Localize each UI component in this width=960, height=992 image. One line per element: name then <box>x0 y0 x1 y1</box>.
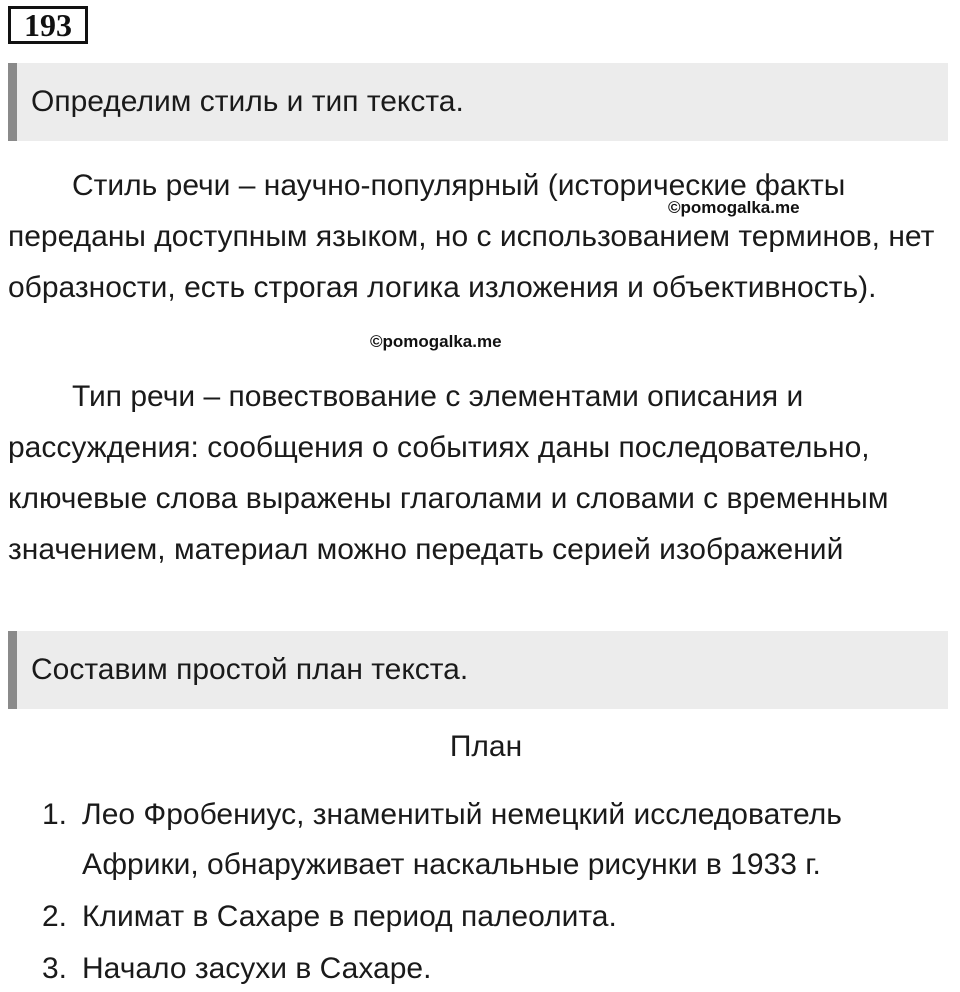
watermark: ©pomogalka.me <box>370 332 502 351</box>
watermark: ©pomogalka.me <box>668 198 800 217</box>
plan-list <box>0 790 960 992</box>
plan-item-number: 2. <box>42 900 68 933</box>
plan-item-number: 3. <box>42 952 68 985</box>
section-heading-plan <box>8 631 948 709</box>
plan-item-text: Лео Фробениус, знаменитый немецкий исследователь Африки, обнаруживает наскальные рисунки в 1933 г. <box>82 798 842 881</box>
section-heading-text: Составим простой план текста. <box>31 653 469 686</box>
section-heading-text: Определим стиль и тип текста. <box>31 85 464 118</box>
type-paragraph: Тип речи – повествование с элементами описания и рассуждения: сообщения о событиях даны последовательно, ключевые слова выражены глаголами и словами с временным значением, материал можно передать серией изображений <box>8 380 889 566</box>
plan-item-text: Климат в Сахаре в период палеолита. <box>82 900 617 933</box>
plan-item <box>0 790 960 890</box>
exercise-number: 193 <box>8 6 88 44</box>
plan-title <box>0 730 960 764</box>
style-paragraph: Стиль речи – научно-популярный (исторические факты переданы доступным языком, но с использованием терминов, нет образности, есть строгая логика изложения и объективность). <box>8 169 935 304</box>
plan-item-text: Начало засухи в Сахаре. <box>82 952 432 985</box>
plan-title-text: План <box>449 730 523 763</box>
section-heading-style-type <box>8 63 948 141</box>
plan-item-number: 1. <box>42 798 68 831</box>
plan-item <box>0 944 960 992</box>
plan-item <box>0 892 960 942</box>
